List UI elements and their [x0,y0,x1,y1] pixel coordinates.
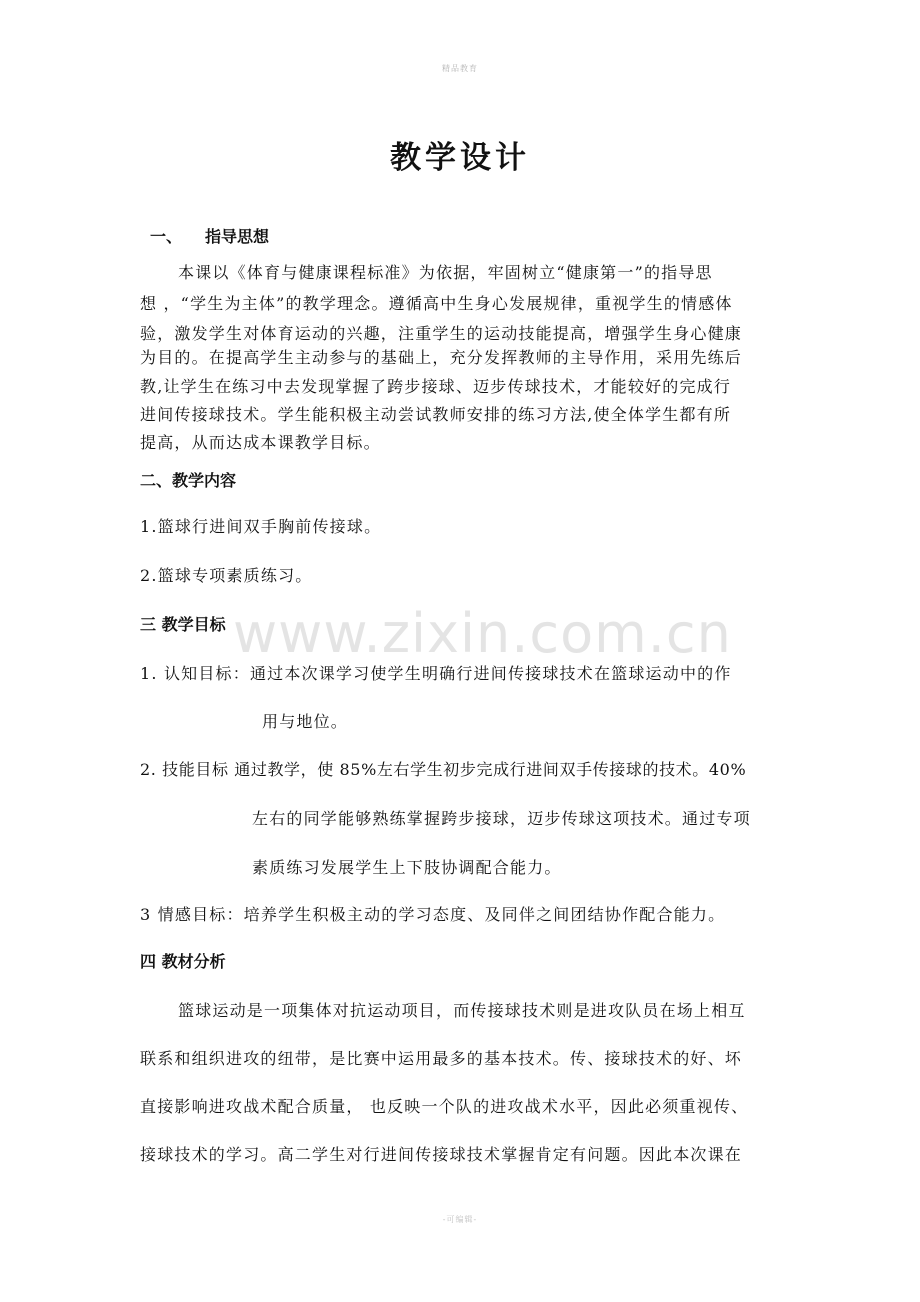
paragraph-line: 篮球运动是一项集体对抗运动项目，而传接球技术则是进攻队员在场上相互 [178,1001,746,1020]
section1-heading: 指导思想 [205,227,270,246]
paragraph-line: 联系和组织进攻的纽带，是比赛中运用最多的基本技术。传、接球技术的好、坏 [140,1049,743,1068]
goal-line: 2. 技能目标 通过教学，使 85%左右学生初步完成行进间双手传接球的技术。40% [140,760,747,779]
goal-line: 1. 认知目标：通过本次课学习使学生明确行进间传接球技术在篮球运动中的作 [140,664,732,683]
content-item: 2.篮球专项素质练习。 [140,566,313,585]
paragraph-line: 进间传接球技术。学生能积极主动尝试教师安排的练习方法,使全体学生都有所 [140,405,732,424]
paragraph-line: 为目的。在提高学生主动参与的基础上，充分发挥教师的主导作用，采用先练后 [140,348,743,367]
watermark: www.zixin.com.cn [233,602,732,665]
section2-heading: 二、教学内容 [140,471,237,490]
paragraph-line: 想 ，“学生为主体”的教学理念。遵循高中生身心发展规律，重视学生的情感体 [140,294,733,313]
section1-number: 一、 [150,227,183,246]
goal-line: 3 情感目标：培养学生积极主动的学习态度、及同伴之间团结协作配合能力。 [140,905,726,924]
paragraph-line: 本课以《体育与健康课程标准》为依据，牢固树立“健康第一”的指导思 [178,263,713,282]
goal-line: 左右的同学能够熟练掌握跨步接球，迈步传球这项技术。通过专项 [252,809,751,828]
paragraph-line: 接球技术的学习。高二学生对行进间传接球技术掌握肯定有问题。因此本次课在 [140,1145,743,1164]
goal-line: 素质练习发展学生上下肢协调配合能力。 [252,858,562,877]
paragraph-line: 验，激发学生对体育运动的兴趣，注重学生的运动技能提高，增强学生身心健康 [140,324,743,343]
goal-line: 用与地位。 [262,712,349,731]
paragraph-line: 教,让学生在练习中去发现掌握了跨步接球、迈步传球技术，才能较好的完成行 [140,377,732,396]
content-item: 1.篮球行进间双手胸前传接球。 [140,517,382,536]
document-title: 教学设计 [390,140,530,176]
section4-heading: 四 教材分析 [140,952,226,971]
footer-mark: -可编辑- [442,1215,478,1224]
section3-heading: 三 教学目标 [140,615,226,634]
paragraph-line: 提高，从而达成本课教学目标。 [140,433,381,452]
paragraph-line: 直接影响进攻战术配合质量， 也反映一个队的进攻战术水平，因此必须重视传、 [140,1097,749,1116]
header-mark: 精品教育 [442,64,478,73]
